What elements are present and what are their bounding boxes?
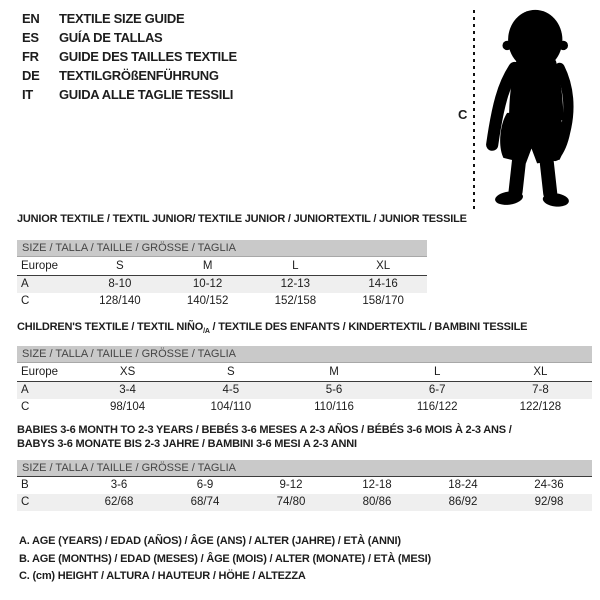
language-code: IT [22, 87, 33, 102]
title-text: JUNIOR TEXTILE / TEXTIL JUNIOR/ TEXTILE JUNIOR / JUNIORTEXTIL / JUNIOR TESSILE [17, 213, 467, 225]
size-cell: 3-6 [110, 479, 128, 491]
size-cell: 140/152 [186, 295, 229, 307]
size-cell: 74/80 [276, 496, 306, 508]
height-dashed-line-icon [473, 10, 475, 210]
size-cell: 4-5 [222, 384, 240, 397]
footnote-line: B. AGE (MONTHS) / EDAD (MESES) / ÂGE (MOIS) / ALTER (MONATE) / ETÀ (MESI) [19, 552, 431, 565]
row-label: C [21, 295, 30, 307]
size-cell: 116/122 [416, 401, 458, 414]
table-row [17, 382, 592, 399]
row-label: C [21, 496, 30, 508]
language-row [22, 47, 237, 66]
size-cell: 68/74 [190, 496, 220, 508]
size-cell: 9-12 [279, 479, 303, 491]
row-label: A [21, 384, 29, 397]
language-header [22, 9, 237, 104]
size-cell: 5-6 [325, 384, 343, 397]
section-title-line [17, 437, 592, 451]
table-row [17, 363, 592, 382]
size-cell: 6-7 [428, 384, 446, 397]
size-cell: 18-24 [448, 479, 478, 491]
size-cell: XS [119, 366, 136, 379]
size-cell: 7-8 [532, 384, 549, 397]
table-row [17, 257, 427, 276]
row-label: Europe [21, 260, 59, 272]
junior-textile-section [17, 212, 467, 310]
size-cell: 152/158 [274, 295, 317, 307]
title-text: /A [203, 328, 210, 336]
size-cell: L [434, 366, 441, 379]
section-title-line [17, 423, 592, 437]
language-row [22, 66, 237, 85]
size-cell: M [202, 260, 213, 272]
language-title: GUIDA ALLE TAGLIE TESSILI [59, 87, 234, 102]
title-text: BABIES 3-6 MONTH TO 2-3 YEARS / BEBÉS 3-6 MESES A 2-3 AÑOS / BÉBÉS 3-6 MOIS À 2-3 ANS / [17, 424, 512, 436]
size-bar: SIZE / TALLA / TAILLE / GRÖSSE / TAGLIA [17, 460, 592, 477]
language-row [22, 9, 237, 28]
table-row [17, 399, 592, 416]
size-cell: 98/104 [110, 401, 146, 414]
size-cell: M [329, 366, 339, 379]
language-row [22, 85, 237, 104]
footnote-line: C. (cm) HEIGHT / ALTURA / HAUTEUR / HÖHE / ALTEZZA [19, 570, 306, 582]
language-code: ES [22, 30, 39, 45]
title-text: BABYS 3-6 MONATE BIS 2-3 JAHRE / BAMBINI 3-6 MESI A 2-3 ANNI [17, 438, 357, 450]
row-label: C [21, 401, 30, 414]
size-cell: 10-12 [192, 278, 223, 290]
size-cell: 62/68 [104, 496, 134, 508]
size-cell: XL [533, 366, 548, 379]
size-bar: SIZE / TALLA / TAILLE / GRÖSSE / TAGLIA [17, 346, 592, 363]
language-code: DE [22, 68, 40, 83]
size-cell: 12-18 [362, 479, 392, 491]
table-row [17, 293, 427, 310]
footnote-line: A. AGE (YEARS) / EDAD (AÑOS) / ÂGE (ANS) / ALTER (JAHRE) / ETÀ (ANNI) [19, 535, 401, 547]
size-cell: 12-13 [280, 278, 311, 290]
language-row [22, 28, 237, 47]
baby-silhouette-icon [483, 8, 580, 214]
size-cell: L [292, 260, 299, 272]
size-cell: S [226, 366, 235, 379]
language-title: TEXTILE SIZE GUIDE [59, 11, 185, 26]
row-label: Europe [21, 366, 59, 379]
size-cell: 6-9 [196, 479, 214, 491]
size-cell: 80/86 [362, 496, 392, 508]
height-measure-label: C [458, 107, 468, 122]
section-title [17, 212, 467, 226]
size-cell: 104/110 [210, 401, 252, 414]
size-cell: 158/170 [362, 295, 404, 307]
language-code: EN [22, 11, 40, 26]
table-row [17, 494, 592, 511]
size-cell: S [116, 260, 124, 272]
size-cell: 14-16 [368, 278, 398, 290]
title-text: CHILDREN'S TEXTILE / TEXTIL NIÑO [17, 321, 204, 333]
size-cell: 24-36 [534, 479, 564, 491]
section-title-line [17, 320, 592, 339]
size-cell: 8-10 [108, 278, 132, 290]
row-label: A [21, 278, 29, 290]
size-bar: SIZE / TALLA / TAILLE / GRÖSSE / TAGLIA [17, 240, 427, 257]
childrens-textile-section [17, 320, 592, 416]
section-title-line [17, 212, 467, 226]
footnotes [19, 533, 431, 586]
section-title [17, 423, 592, 451]
language-title: TEXTILGRÖßENFÜHRUNG [59, 68, 219, 83]
height-figure [452, 8, 592, 213]
language-title: GUÍA DE TALLAS [59, 30, 163, 45]
row-label: B [21, 479, 29, 491]
size-cell: 128/140 [99, 295, 141, 307]
table-row [17, 477, 592, 494]
title-text: / TEXTILE DES ENFANTS / KINDERTEXTIL / BAMBINI TESSILE [209, 321, 528, 333]
size-cell: 122/128 [519, 401, 562, 414]
size-cell: 3-4 [119, 384, 136, 397]
size-cell: 92/98 [534, 496, 564, 508]
size-cell: 110/116 [314, 401, 354, 414]
section-title [17, 320, 592, 339]
table-row [17, 276, 427, 293]
size-cell: XL [376, 260, 391, 272]
babies-textile-section [17, 423, 592, 511]
language-code: FR [22, 49, 39, 64]
size-cell: 86/92 [448, 496, 478, 508]
language-title: GUIDE DES TAILLES TEXTILE [59, 49, 237, 64]
